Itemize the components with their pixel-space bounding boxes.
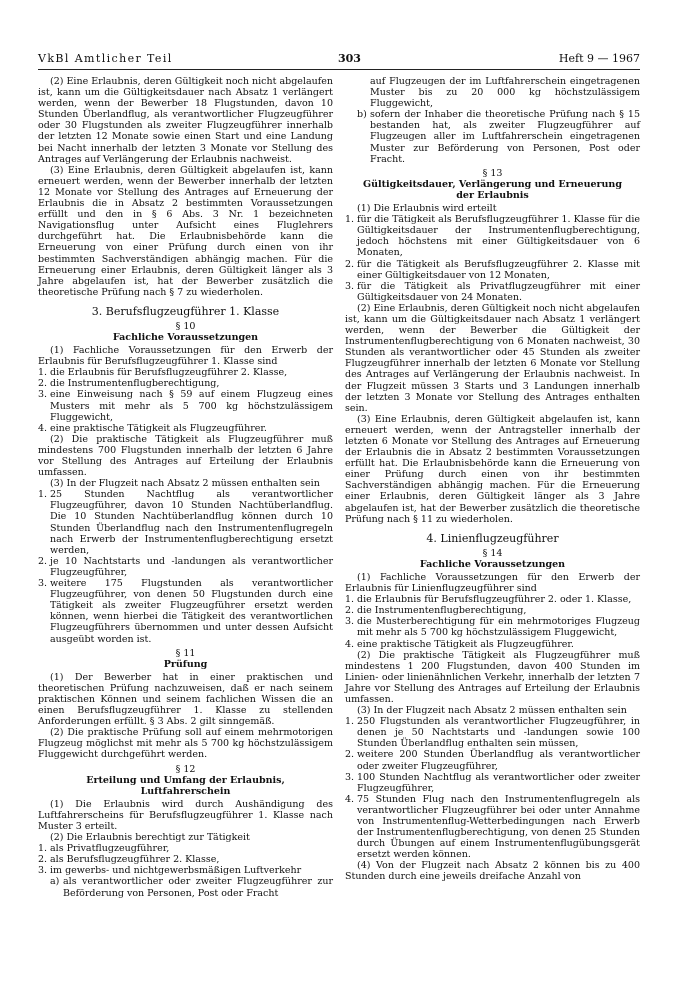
section-title: Gültigkeitsdauer, Verlängerung und Erneuerung [363,178,622,190]
list-item: 4. eine praktische Tätigkeit als Flugzeugführer. [345,638,574,650]
list-item: 1. die Erlaubnis für Berufsflugzeugführer 2. Klasse, [38,367,288,379]
list-item: 4. 75 Stunden Flug nach den Instrumentenflugregeln als verantwortlicher Flugzeugführer bei oder unter Annahme von Instrumentenflug-Wetterbedingungen nach Erwerb der Instrumentenflugberechtigung, von denen 25 Stunden durch Übungen auf einem Instrumentenflugübungsgerät ersetzt werden können. [345,793,640,861]
numbered-list [345,594,640,649]
numbered-list [38,843,333,898]
issue-label: Heft 9 — 1967 [558,52,640,65]
numbered-list [345,716,640,860]
page-number: 303 [338,52,361,65]
paragraph: (4) Von der Flugzeit nach Absatz 2 können bis zu 400 Stunden durch eine jeweils dreifache Anzahl von [345,860,640,883]
paragraph: (2) Die praktische Tätigkeit als Flugzeugführer muß mindestens 1 200 Flugstunden, davon 400 Stunden im Linien- oder linienähnlichen Verkehr, innerhalb der letzten 7 Jahre vor Stellung des Antrages auf Erteilung der Erlaubnis umfassen. [345,649,640,705]
paragraph: (1) Die Erlaubnis wird durch Aushändigung des Luftfahrerscheins für Berufsflugzeugführer 1. Klasse nach Muster 3 erteilt. [38,798,333,832]
section-title-line-2: Luftfahrerschein [140,785,231,797]
list-item: 2. die Instrumentenflugberechtigung, [345,605,527,617]
paragraph: (2) Eine Erlaubnis, deren Gültigkeit noch nicht abgelaufen ist, kann um die Gültigkeitsdauer nach Absatz 1 verlängert werden, wenn der Bewerber die Gültigkeit der Instrumentenflugberechtigung von 6 Monaten nachweist, 30 Stunden als verantwortlicher oder 45 Stunden als zweiter Flugzeugführer innerhalb der letzten 6 Monate vor Stellung des Antrages auf Verlängerung der Erlaubnis nachweist. In der Flugzeit müssen 3 Starts und 3 Landungen innerhalb der letzten 3 Monate vor Stellung des Antrages enthalten sein. [345,302,640,414]
left-column [38,76,333,899]
paragraph: (2) Eine Erlaubnis, deren Gültigkeit noch nicht abgelaufen ist, kann um die Gültigkeitsdauer nach Absatz 1 verlängert werden, wenn der Bewerber 18 Flugstunden, davon 10 Stunden Überlandflug, als verantwortlicher Flugzeugführer oder 30 Flugstunden als zweiter Flugzeugführer innerhalb der letzten 12 Monate sowie einen Start und eine Landung bei Nacht innerhalb der letzten 3 Monate vor Stellung des Antrages auf Verlängerung der Erlaubnis nachweist. [38,76,333,165]
paragraph: (2) Die Erlaubnis berechtigt zur Tätigkeit [50,832,250,844]
list-item: 1. die Erlaubnis für Berufsflugzeugführer 2. oder 1. Klasse, [345,594,632,606]
list-item: 3. weitere 175 Flugstunden als verantwortlicher Flugzeugführer, von denen 50 Flugstunden durch eine Tätigkeit als zweiter Flugzeugführer ersetzt werden können, wenn hierbei die Tätigkeit des verantwortlichen Flugzeugführers übernommen und unter dessen Aufsicht ausgeübt worden ist. [38,578,333,645]
section-title: Fachliche Voraussetzungen [112,331,259,343]
publication-title: VkBl Amtlicher Teil [38,52,173,65]
list-item: 1. für die Tätigkeit als Berufsflugzeugführer 1. Klasse für die Gültigkeitsdauer der Instrumentenflugberechtigung, jedoch höchstens mit einer Gültigkeitsdauer von 6 Monaten, [345,214,640,259]
paragraph: (3) Eine Erlaubnis, deren Gültigkeit abgelaufen ist, kann erneuert werden, wenn der Antragsteller innerhalb der letzten 6 Monate vor Stellung des Antrages auf Erneuerung der Erlaubnis die in Absatz 2 bestimmten Voraussetzungen erfüllt hat. Die Erlaubnisbehörde kann die Erneuerung von einer Prüfung durch einen von ihr bestimmten Sachverständigen abhängig machen. Für die Erneuerung einer Erlaubnis, deren Gültigkeit länger als 3 Jahre abgelaufen ist, hat der Bewerber zusätzlich die theoretische Prüfung nach § 11 zu wiederholen. [345,413,640,525]
sub-list-item: b) sofern der Inhaber die theoretische Prüfung nach § 15 bestanden hat, als zweiter Flugzeugführer auf Flugzeugen aller im Luftfahrerschein eingetragenen Muster zur Beförderung von Personen, Post oder Fracht. [357,109,640,165]
paragraph: (3) In der Flugzeit nach Absatz 2 müssen enthalten sein [50,478,320,490]
section-title: Fachliche Voraussetzungen [419,558,566,570]
list-item: 2. für die Tätigkeit als Berufsflugzeugführer 2. Klasse mit einer Gültigkeitsdauer von 12 Monaten, [345,258,640,281]
numbered-list [38,489,333,644]
paragraph: (2) Die praktische Prüfung soll auf einem mehrmotorigen Flugzeug möglichst mit mehr als 5 700 kg höchstzulässigem Fluggewicht durchgeführt werden. [38,727,333,761]
sub-list-item: a) als verantwortlicher oder zweiter Flugzeugführer zur Beförderung von Personen, Post oder Fracht [50,876,333,899]
section-title: Prüfung [163,658,208,670]
section-number: § 10 [175,320,196,332]
section-number: § 11 [175,647,196,659]
list-item: 1. 250 Flugstunden als verantwortlicher Flugzeugführer, in denen je 50 Nachtstarts und -landungen sowie 100 Stunden Überlandflug enthalten sein müssen, [345,716,640,750]
paragraph: (1) Fachliche Voraussetzungen für den Erwerb der Erlaubnis für Linienflugzeugführer sind [345,571,640,595]
numbered-list [38,367,333,434]
list-item: 2. als Berufsflugzeugführer 2. Klasse, [38,854,220,866]
list-item: 1. 25 Stunden Nachtflug als verantwortlicher Flugzeugführer, davon 10 Stunden Nachtüberlandflug. Die 10 Stunden Nachtüberlandflug können durch 10 Stunden Überlandflug nach den Instrumentenflugregeln nach Erwerb der Instrumentenflugberechtigung ersetzt werden, [38,489,333,556]
page-header [38,50,640,68]
paragraph: (1) Die Erlaubnis wird erteilt [357,203,497,215]
list-item: 3. für die Tätigkeit als Privatflugzeugführer mit einer Gültigkeitsdauer von 24 Monaten. [345,280,640,303]
chapter-heading: 4. Linienflugzeugführer [426,531,559,545]
list-item: 3. 100 Stunden Nachtflug als verantwortlicher oder zweiter Flugzeugführer, [345,771,640,794]
list-item: 2. die Instrumentenflugberechtigung, [38,378,220,390]
list-item: 3. im gewerbs- und nichtgewerbsmäßigen Luftverkehr [38,865,302,877]
continued-text: auf Flugzeugen der im Luftfahrerschein eingetragenen Muster bis zu 20 000 kg höchstzulässigem Fluggewicht, [370,76,640,110]
paragraph: (3) Eine Erlaubnis, deren Gültigkeit abgelaufen ist, kann erneuert werden, wenn der Bewerber innerhalb der letzten 12 Monate vor Stellung des Antrages auf Erneuerung der Erlaubnis die in Absatz 2 bestimmten Voraussetzungen erfüllt und den in § 6 Abs. 3 Nr. 1 bezeichneten Navigationsflug unter Aufsicht eines Fluglehrers durchgeführt hat. Die Erlaubnisbehörde kann die Erneuerung von einer Prüfung durch einen von ihr bestimmten Sachverständigen abhängig machen. Für die Erneuerung einer Erlaubnis, deren Gültigkeit länger als 3 Jahre abgelaufen ist, hat der Bewerber zusätzlich die theoretische Prüfung nach § 7 zu wiederholen. [38,164,333,298]
paragraph: (1) Der Bewerber hat in einer praktischen und theoretischen Prüfung nachzuweisen, daß er nach seinem praktischen Können und seinem fachlichen Wissen die an einen Berufsflugzeugführer 1. Klasse zu stellenden Anforderungen erfüllt. § 3 Abs. 2 gilt sinngemäß. [38,671,333,728]
header-divider [38,69,640,70]
list-item: 3. eine Einweisung nach § 59 auf einem Flugzeug eines Musters mit mehr als 5 700 kg höchstzulässigem Fluggewicht, [38,389,333,423]
list-item: 2. weitere 200 Stunden Überlandflug als verantwortlicher oder zweiter Flugzeugführer, [345,749,640,772]
section-title-line-2: der Erlaubnis [456,189,529,201]
list-item: 2. je 10 Nachtstarts und -landungen als verantwortlicher Flugzeugführer, [38,555,333,578]
chapter-heading: 3. Berufsflugzeugführer 1. Klasse [91,304,280,318]
list-item: 3. die Musterberechtigung für ein mehrmotoriges Flugzeug mit mehr als 5 700 kg höchstzulässigem Fluggewicht, [345,616,640,639]
section-number: § 13 [482,167,503,179]
paragraph: (1) Fachliche Voraussetzungen für den Erwerb der Erlaubnis für Berufsflugzeugführer 1. Klasse sind [38,345,333,368]
paragraph: (2) Die praktische Tätigkeit als Flugzeugführer muß mindestens 700 Flugstunden innerhalb der letzten 6 Jahre vor Stellung des Antrages auf Erteilung der Erlaubnis umfassen. [38,433,333,479]
right-column [345,76,640,883]
list-item: 4. eine praktische Tätigkeit als Flugzeugführer. [38,422,267,434]
list-item: 1. als Privatflugzeugführer, [38,843,170,855]
paragraph: (3) In der Flugzeit nach Absatz 2 müssen enthalten sein [357,705,627,717]
section-number: § 14 [482,547,503,559]
section-title: Erteilung und Umfang der Erlaubnis, [86,774,285,786]
numbered-list [345,214,640,303]
section-number: § 12 [175,763,196,775]
